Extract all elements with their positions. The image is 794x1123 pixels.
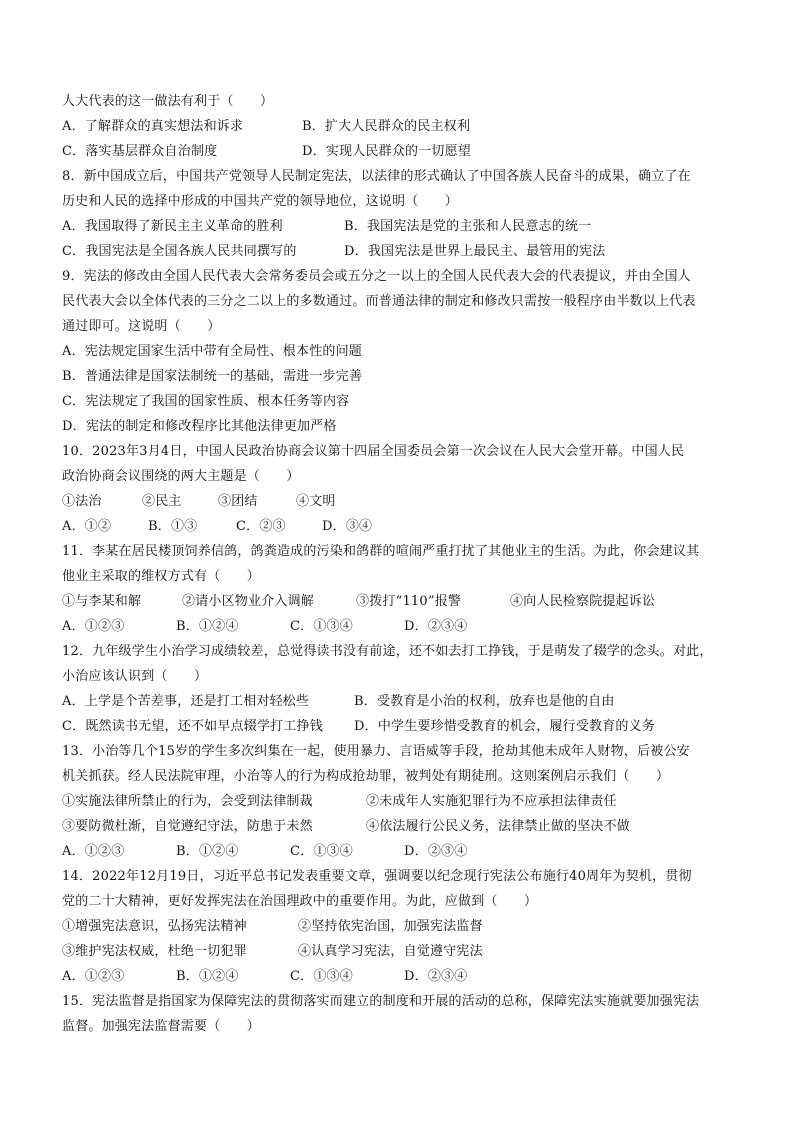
text-line: 人大代表的这一做法有利于（ ） <box>62 94 274 109</box>
option-item: ①增强宪法意识，弘扬宪法精神 <box>62 919 247 934</box>
text-line: 8．新中国成立后，中国共产党领导人民制定宪法，以法律的形式确认了中国各族人民奋斗的成果，确立了在 <box>62 169 691 184</box>
exam-content <box>62 89 742 1039</box>
option-item: D．中学生要珍惜受教育的机会，履行受教育的义务 <box>354 719 656 734</box>
option-item: C．②③ <box>236 519 286 534</box>
text-line: 政治协商会议围绕的两大主题是（ ） <box>62 469 300 484</box>
text-line: 他业主采取的维权方式有（ ） <box>62 569 261 584</box>
option-item: ①法治 <box>62 494 102 509</box>
text-line: 11．李某在居民楼顶饲养信鸽，鸽粪造成的污染和鸽群的喧闹严重打扰了其他业主的生活。为此，你会建议其 <box>62 544 700 559</box>
option-item: D．②③④ <box>404 844 468 859</box>
options-row <box>62 964 742 989</box>
option-item: ③维护宪法权威，杜绝一切犯罪 <box>62 944 247 959</box>
text-line: 机关抓获。经人民法院审理，小治等人的行为构成抢劫罪，被判处有期徒刑。这则案例启示我们（ ） <box>62 769 670 784</box>
options-row <box>62 239 742 264</box>
option-item: A．了解群众的真实想法和诉求 <box>62 119 244 134</box>
option-item: C．①③④ <box>290 844 353 859</box>
option-item: C．我国宪法是全国各族人民共同撰写的 <box>62 244 297 259</box>
option-item: B．我国宪法是党的主张和人民意志的统一 <box>344 219 592 234</box>
options-row <box>62 789 742 814</box>
text-line: D．宪法的制定和修改程序比其他法律更加严格 <box>62 419 337 434</box>
option-item: A．①②③ <box>62 969 125 984</box>
options-row <box>62 914 742 939</box>
option-item: ②民主 <box>142 494 182 509</box>
option-item: ②坚持依宪治国，加强宪法监督 <box>298 919 483 934</box>
options-row <box>62 514 742 539</box>
option-item: D．③④ <box>322 519 373 534</box>
options-row <box>62 814 742 839</box>
options-row <box>62 939 742 964</box>
option-item: ②请小区物业介入调解 <box>182 594 315 609</box>
option-item: A．上学是个苦差事，还是打工相对轻松些 <box>62 694 310 709</box>
text-line: 14．2022年12月19日，习近平总书记发表重要文章，强调要以纪念现行宪法公布施行40周年为契机，贯彻 <box>62 869 692 884</box>
options-row <box>62 139 742 164</box>
option-item: A．①② <box>62 519 112 534</box>
option-item: ④认真学习宪法，自觉遵守宪法 <box>298 944 483 959</box>
option-item: B．①②④ <box>176 844 239 859</box>
option-item: D．实现人民群众的一切愿望 <box>302 144 472 159</box>
option-item: B．①②④ <box>176 969 239 984</box>
text-line: 9．宪法的修改由全国人民代表大会常务委员会或五分之一以上的全国人民代表大会的代表提议，并由全国人 <box>62 269 691 284</box>
options-row <box>62 114 742 139</box>
option-item: B．受教育是小治的权利，放弃也是他的自由 <box>354 694 615 709</box>
text-line: 13．小治等几个15岁的学生多次纠集在一起，使用暴力、言语威等手段，抢劫其他未成年人财物，后被公安 <box>62 744 690 759</box>
option-item: A．①②③ <box>62 619 125 634</box>
option-item: B．①③ <box>148 519 198 534</box>
options-row <box>62 214 742 239</box>
option-item: C．①③④ <box>290 969 353 984</box>
option-item: ③团结 <box>218 494 258 509</box>
option-item: A．我国取得了新民主主义革命的胜利 <box>62 219 283 234</box>
text-line: 民代表大会以全体代表的三分之二以上的多数通过。而普通法律的制定和修改只需按一般程序由半数以上代表 <box>62 294 696 309</box>
text-line: B．普通法律是国家法制统一的基础，需进一步完善 <box>62 369 363 384</box>
options-row <box>62 614 742 639</box>
options-row <box>62 689 742 714</box>
text-line: 小治应该认识到（ ） <box>62 669 208 684</box>
option-item: D．我国宪法是世界上最民主、最管用的宪法 <box>344 244 606 259</box>
option-item: C．①③④ <box>290 619 353 634</box>
option-item: D．②③④ <box>404 969 468 984</box>
option-item: ①与李某和解 <box>62 594 142 609</box>
text-line: A．宪法规定国家生活中带有全局性、根本性的问题 <box>62 344 362 359</box>
option-item: B．①②④ <box>176 619 239 634</box>
option-item: ④依法履行公民义务，法律禁止做的坚决不做 <box>366 819 631 834</box>
options-row <box>62 589 742 614</box>
options-row <box>62 489 742 514</box>
text-line: 党的二十大精神，更好发挥宪法在治国理政中的重要作用。为此，应做到（ ） <box>62 894 538 909</box>
text-line: C．宪法规定了我国的国家性质、根本任务等内容 <box>62 394 350 409</box>
options-row <box>62 839 742 864</box>
text-line: 12．九年级学生小治学习成绩较差，总觉得读书没有前途，还不如去打工挣钱，于是萌发了辍学的念头。对此， <box>62 644 713 659</box>
text-line: 10．2023年3月4日，中国人民政治协商会议第十四届全国委员会第一次会议在人民大会堂开幕。中国人民 <box>62 444 685 459</box>
text-line: 监督。加强宪法监督需要（ ） <box>62 1019 261 1034</box>
option-item: ④向人民检察院提起诉讼 <box>510 594 656 609</box>
text-line: 历史和人民的选择中形成的中国共产党的领导地位，这说明（ ） <box>62 194 459 209</box>
option-item: A．①②③ <box>62 844 125 859</box>
option-item: ④文明 <box>296 494 336 509</box>
options-row <box>62 714 742 739</box>
option-item: B．扩大人民群众的民主权利 <box>302 119 471 134</box>
option-item: ③拨打“110”报警 <box>356 594 462 609</box>
option-item: ①实施法律所禁止的行为，会受到法律制裁 <box>62 794 313 809</box>
option-item: D．②③④ <box>404 619 468 634</box>
option-item: ②未成年人实施犯罪行为不应承担法律责任 <box>366 794 617 809</box>
option-item: ③要防微杜渐，自觉遵纪守法，防患于未然 <box>62 819 313 834</box>
option-item: C．既然读书无望，还不如早点辍学打工挣钱 <box>62 719 323 734</box>
text-line: 通过即可。这说明（ ） <box>62 319 221 334</box>
option-item: C．落实基层群众自治制度 <box>62 144 218 159</box>
text-line: 15．宪法监督是指国家为保障宪法的贯彻落实而建立的制度和开展的活动的总称，保障宪法实施就要加强宪法 <box>62 994 700 1009</box>
